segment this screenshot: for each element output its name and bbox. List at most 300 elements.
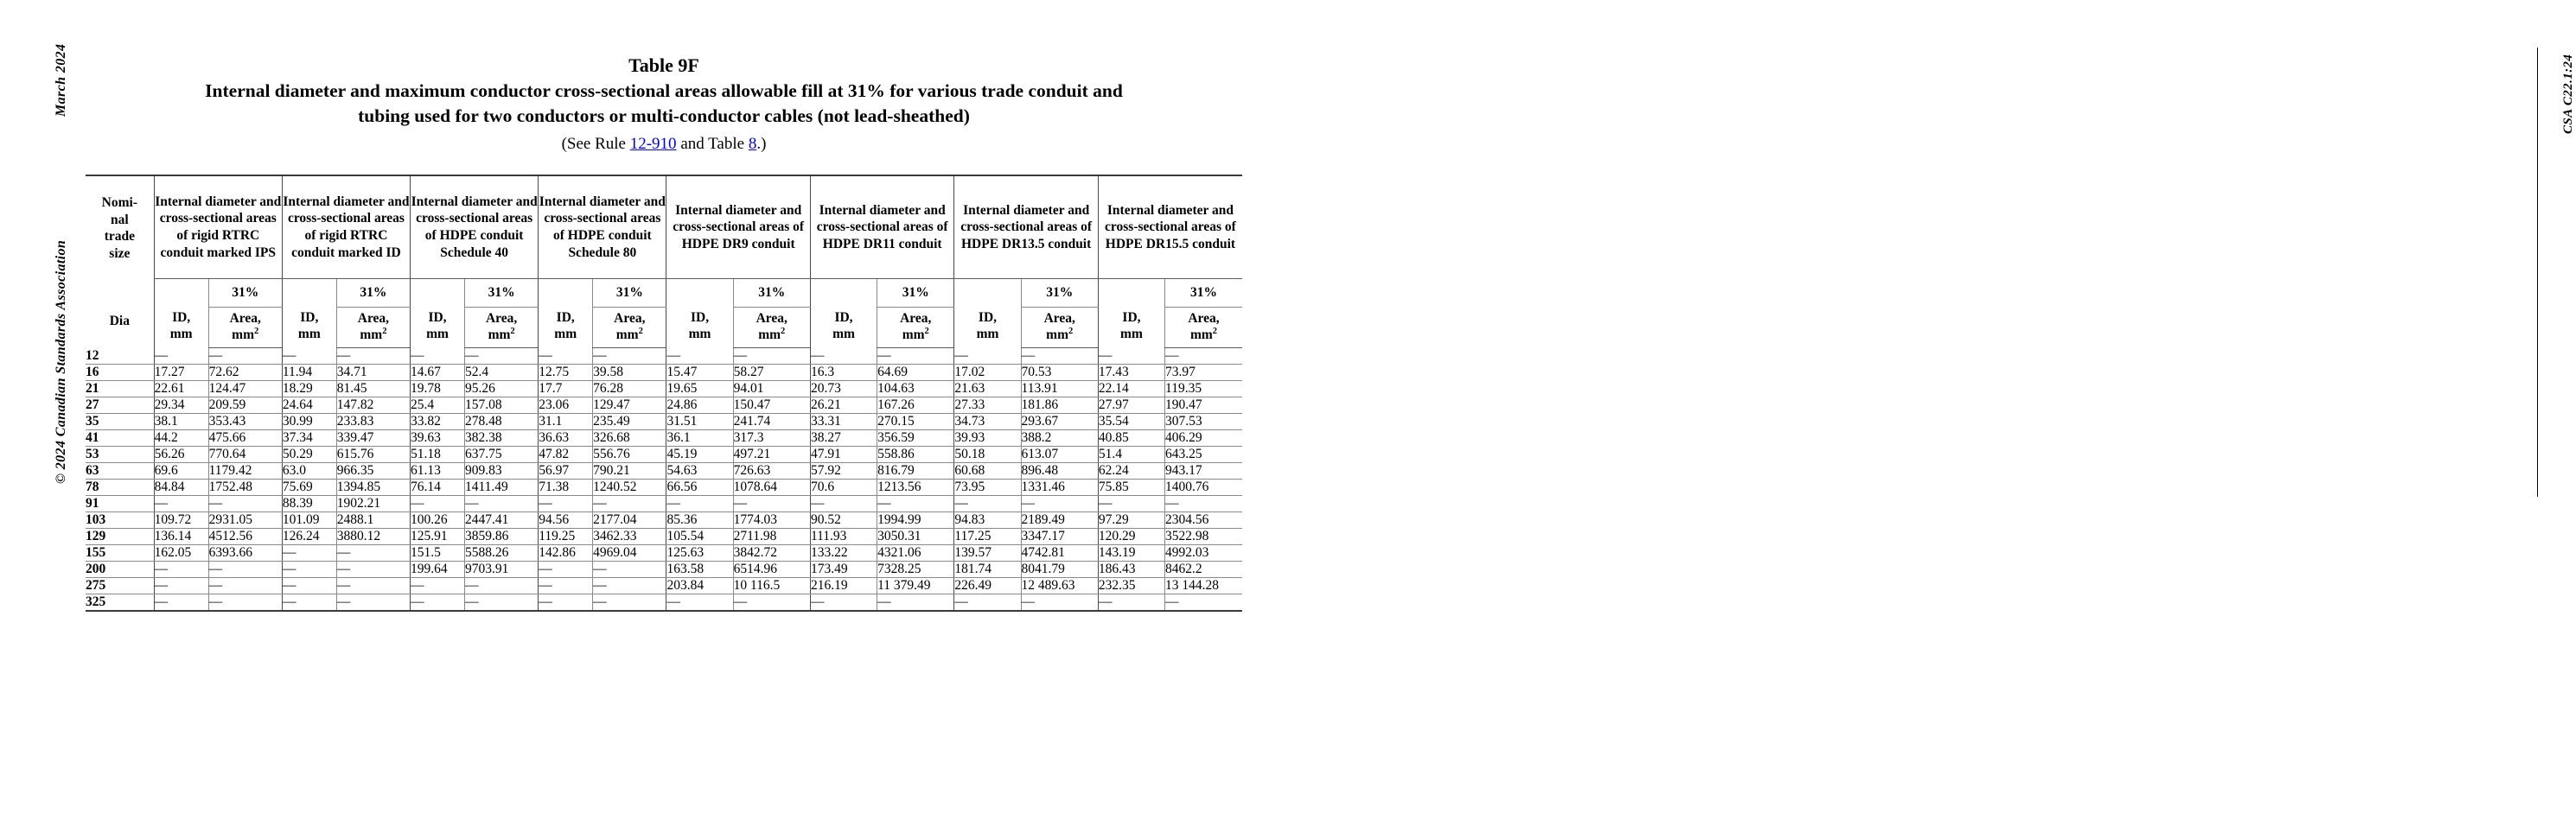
nominal-line-1: Nomi-: [101, 195, 137, 211]
row-trade-size: 53: [86, 447, 154, 463]
cell-area-31pct: 3880.12: [336, 529, 410, 545]
cell-inner-diameter: 133.22: [810, 545, 877, 562]
cell-inner-diameter: 26.21: [810, 397, 877, 414]
table-row: [86, 562, 1242, 578]
cell-inner-diameter: —: [154, 594, 208, 612]
cell-area-31pct: 4969.04: [593, 545, 666, 562]
cell-area-31pct: 235.49: [593, 414, 666, 430]
cell-area-31pct: 150.47: [733, 397, 810, 414]
area-label-line-1: Area,: [1043, 311, 1075, 327]
cell-inner-diameter: 88.39: [282, 496, 336, 512]
cell-area-31pct: 270.15: [877, 414, 954, 430]
cell-inner-diameter: 24.64: [282, 397, 336, 414]
right-margin: [1250, 0, 2575, 826]
cell-inner-diameter: 232.35: [1098, 578, 1164, 594]
area-label-line-2: mm: [902, 327, 925, 342]
cell-inner-diameter: 21.63: [954, 381, 1021, 397]
reference-suffix: .): [756, 134, 767, 153]
id-label-line-2: mm: [688, 326, 711, 341]
cell-area-31pct: —: [1021, 594, 1098, 612]
cell-inner-diameter: 151.5: [411, 545, 465, 562]
id-label-line-2: mm: [832, 326, 855, 341]
cell-area-31pct: 8462.2: [1165, 562, 1242, 578]
cell-inner-diameter: —: [810, 496, 877, 512]
cell-area-31pct: 1240.52: [593, 480, 666, 496]
table-row: [86, 365, 1242, 381]
cell-area-31pct: 2488.1: [336, 512, 410, 529]
cell-inner-diameter: 33.82: [411, 414, 465, 430]
publication-date-note: March 2024: [54, 43, 68, 117]
cell-inner-diameter: 142.86: [539, 545, 593, 562]
header-nominal-trade-size: [86, 175, 154, 348]
cell-inner-diameter: —: [666, 594, 733, 612]
cell-area-31pct: 556.76: [593, 447, 666, 463]
cell-area-31pct: —: [733, 496, 810, 512]
area-superscript: 2: [1068, 326, 1074, 336]
cell-inner-diameter: 84.84: [154, 480, 208, 496]
row-trade-size: 12: [86, 348, 154, 365]
cell-area-31pct: 2177.04: [593, 512, 666, 529]
cell-inner-diameter: 117.25: [954, 529, 1021, 545]
cell-inner-diameter: 36.1: [666, 430, 733, 447]
table-row: [86, 529, 1242, 545]
reference-prefix: (See Rule: [561, 134, 630, 153]
header-pct-rtrc-id: 31%: [336, 279, 410, 308]
cell-area-31pct: 6514.96: [733, 562, 810, 578]
cell-inner-diameter: 17.43: [1098, 365, 1164, 381]
cell-inner-diameter: —: [411, 594, 465, 612]
cell-inner-diameter: —: [954, 348, 1021, 365]
cell-inner-diameter: 19.65: [666, 381, 733, 397]
row-trade-size: 41: [86, 430, 154, 447]
cell-inner-diameter: 54.63: [666, 463, 733, 480]
cell-area-31pct: 124.47: [208, 381, 282, 397]
cell-inner-diameter: 186.43: [1098, 562, 1164, 578]
cell-area-31pct: 909.83: [464, 463, 538, 480]
left-margin: [0, 0, 86, 826]
id-label-line-2: mm: [169, 326, 193, 341]
cell-inner-diameter: 47.91: [810, 447, 877, 463]
area-label-line-1: Area,: [900, 311, 932, 327]
table-row: [86, 397, 1242, 414]
cell-area-31pct: 12 489.63: [1021, 578, 1098, 594]
cell-area-31pct: 1411.49: [464, 480, 538, 496]
cell-area-31pct: 4742.81: [1021, 545, 1098, 562]
cell-area-31pct: —: [464, 594, 538, 612]
table-row: [86, 414, 1242, 430]
cell-inner-diameter: —: [539, 562, 593, 578]
cell-area-31pct: 1994.99: [877, 512, 954, 529]
table-row: [86, 480, 1242, 496]
cell-inner-diameter: 51.18: [411, 447, 465, 463]
cell-area-31pct: 157.08: [464, 397, 538, 414]
cell-inner-diameter: 19.78: [411, 381, 465, 397]
cell-inner-diameter: 125.63: [666, 545, 733, 562]
cell-inner-diameter: —: [411, 348, 465, 365]
cell-area-31pct: —: [336, 562, 410, 578]
cell-inner-diameter: 85.36: [666, 512, 733, 529]
cell-inner-diameter: 37.34: [282, 430, 336, 447]
table-row: [86, 578, 1242, 594]
cell-inner-diameter: 97.29: [1098, 512, 1164, 529]
cell-area-31pct: —: [1021, 348, 1098, 365]
area-label-line-2: mm: [488, 327, 511, 342]
cell-inner-diameter: 25.4: [411, 397, 465, 414]
cell-area-31pct: 497.21: [733, 447, 810, 463]
row-trade-size: 27: [86, 397, 154, 414]
cell-area-31pct: 3347.17: [1021, 529, 1098, 545]
id-label-line-2: mm: [297, 326, 321, 341]
cell-area-31pct: —: [464, 348, 538, 365]
cell-area-31pct: 72.62: [208, 365, 282, 381]
table-row: [86, 594, 1242, 612]
header-pct-hdpe-dr13-5: 31%: [1021, 279, 1098, 308]
row-trade-size: 200: [86, 562, 154, 578]
cell-inner-diameter: 143.19: [1098, 545, 1164, 562]
cell-inner-diameter: 17.02: [954, 365, 1021, 381]
cell-inner-diameter: —: [282, 578, 336, 594]
nominal-line-4: size: [109, 246, 131, 261]
cell-area-31pct: —: [593, 562, 666, 578]
area-superscript: 2: [510, 326, 515, 336]
cell-inner-diameter: 38.27: [810, 430, 877, 447]
cell-inner-diameter: —: [954, 594, 1021, 612]
id-label-line-2: mm: [1120, 326, 1143, 341]
standard-reference-note: CSA C22.1:24: [2561, 54, 2575, 134]
cell-inner-diameter: 60.68: [954, 463, 1021, 480]
table-body: [86, 348, 1242, 612]
cell-inner-diameter: 17.27: [154, 365, 208, 381]
cell-inner-diameter: 76.14: [411, 480, 465, 496]
cell-area-31pct: 13 144.28: [1165, 578, 1242, 594]
header-id-hdpe-dr13-5: [954, 279, 1021, 348]
cell-area-31pct: 816.79: [877, 463, 954, 480]
row-trade-size: 63: [86, 463, 154, 480]
cell-area-31pct: 241.74: [733, 414, 810, 430]
table-row: [86, 463, 1242, 480]
header-id-hdpe-dr15-5: [1098, 279, 1164, 348]
area-label-line-1: Area,: [614, 311, 646, 327]
cell-area-31pct: 326.68: [593, 430, 666, 447]
header-area-rtrc-ips: [208, 308, 282, 348]
cell-inner-diameter: 139.57: [954, 545, 1021, 562]
cell-area-31pct: —: [1165, 594, 1242, 612]
cell-inner-diameter: —: [154, 496, 208, 512]
area-superscript: 2: [924, 326, 929, 336]
cell-area-31pct: 147.82: [336, 397, 410, 414]
header-pct-hdpe-dr11: 31%: [877, 279, 954, 308]
cell-area-31pct: —: [593, 496, 666, 512]
cell-area-31pct: 353.43: [208, 414, 282, 430]
cell-area-31pct: 388.2: [1021, 430, 1098, 447]
header-pct-hdpe-dr9: 31%: [733, 279, 810, 308]
cell-inner-diameter: —: [666, 348, 733, 365]
cell-inner-diameter: 73.95: [954, 480, 1021, 496]
cell-area-31pct: —: [208, 578, 282, 594]
cell-area-31pct: —: [593, 594, 666, 612]
cell-area-31pct: 2447.41: [464, 512, 538, 529]
table-row: [86, 512, 1242, 529]
cell-inner-diameter: —: [539, 578, 593, 594]
header-dia-label: Dia: [109, 313, 130, 328]
cell-area-31pct: 5588.26: [464, 545, 538, 562]
cell-area-31pct: 2711.98: [733, 529, 810, 545]
header-pct-hdpe-sch40: 31%: [464, 279, 538, 308]
cell-area-31pct: 613.07: [1021, 447, 1098, 463]
cell-area-31pct: 1902.21: [336, 496, 410, 512]
table-row: [86, 447, 1242, 463]
cell-inner-diameter: 31.51: [666, 414, 733, 430]
cell-area-31pct: 129.47: [593, 397, 666, 414]
header-area-hdpe-sch80: [593, 308, 666, 348]
id-label-line-1: ID,: [690, 310, 710, 326]
cell-area-31pct: 558.86: [877, 447, 954, 463]
cell-area-31pct: 52.4: [464, 365, 538, 381]
cell-inner-diameter: —: [539, 594, 593, 612]
area-superscript: 2: [781, 326, 786, 336]
cell-inner-diameter: 20.73: [810, 381, 877, 397]
cell-area-31pct: 119.35: [1165, 381, 1242, 397]
cell-inner-diameter: 22.61: [154, 381, 208, 397]
cell-inner-diameter: 105.54: [666, 529, 733, 545]
cell-inner-diameter: —: [1098, 496, 1164, 512]
row-trade-size: 78: [86, 480, 154, 496]
cell-inner-diameter: 70.6: [810, 480, 877, 496]
row-trade-size: 129: [86, 529, 154, 545]
cell-area-31pct: —: [733, 594, 810, 612]
cell-inner-diameter: 62.24: [1098, 463, 1164, 480]
cell-area-31pct: 637.75: [464, 447, 538, 463]
cell-area-31pct: 11 379.49: [877, 578, 954, 594]
cell-area-31pct: 726.63: [733, 463, 810, 480]
header-area-hdpe-dr9: [733, 308, 810, 348]
row-trade-size: 325: [86, 594, 154, 612]
header-percent-row: [86, 279, 1242, 308]
header-area-hdpe-dr11: [877, 308, 954, 348]
cell-inner-diameter: 100.26: [411, 512, 465, 529]
cell-inner-diameter: 14.67: [411, 365, 465, 381]
cell-inner-diameter: 40.85: [1098, 430, 1164, 447]
cell-inner-diameter: 226.49: [954, 578, 1021, 594]
cell-area-31pct: 3462.33: [593, 529, 666, 545]
cell-inner-diameter: —: [282, 594, 336, 612]
table-row: [86, 545, 1242, 562]
cell-area-31pct: 70.53: [1021, 365, 1098, 381]
table-title-block: [86, 54, 1241, 155]
cell-inner-diameter: 203.84: [666, 578, 733, 594]
header-pct-rtrc-ips: 31%: [208, 279, 282, 308]
cell-inner-diameter: 75.85: [1098, 480, 1164, 496]
cell-inner-diameter: —: [810, 348, 877, 365]
id-label-line-1: ID,: [556, 310, 575, 326]
cell-area-31pct: 1213.56: [877, 480, 954, 496]
cell-inner-diameter: 71.38: [539, 480, 593, 496]
cell-inner-diameter: 56.97: [539, 463, 593, 480]
cell-inner-diameter: 36.63: [539, 430, 593, 447]
area-label-line-2: mm: [360, 327, 383, 342]
cell-area-31pct: 39.58: [593, 365, 666, 381]
cell-area-31pct: 790.21: [593, 463, 666, 480]
cell-inner-diameter: 15.47: [666, 365, 733, 381]
area-label-line-1: Area,: [485, 311, 518, 327]
cell-inner-diameter: —: [1098, 594, 1164, 612]
id-label-line-2: mm: [554, 326, 577, 341]
cell-inner-diameter: —: [411, 578, 465, 594]
cell-area-31pct: 293.67: [1021, 414, 1098, 430]
cell-inner-diameter: 17.7: [539, 381, 593, 397]
cell-inner-diameter: —: [154, 562, 208, 578]
cell-area-31pct: —: [208, 562, 282, 578]
cell-inner-diameter: —: [411, 496, 465, 512]
cell-inner-diameter: 66.56: [666, 480, 733, 496]
cell-area-31pct: 113.91: [1021, 381, 1098, 397]
cell-area-31pct: 615.76: [336, 447, 410, 463]
cell-inner-diameter: 56.26: [154, 447, 208, 463]
cell-area-31pct: 94.01: [733, 381, 810, 397]
cell-inner-diameter: 33.31: [810, 414, 877, 430]
cell-area-31pct: 10 116.5: [733, 578, 810, 594]
header-group-hdpe-sch40: Internal diameter and cross-sectional areas of HDPE conduit Schedule 40: [411, 175, 539, 279]
cell-inner-diameter: —: [282, 348, 336, 365]
cell-area-31pct: 770.64: [208, 447, 282, 463]
cell-area-31pct: —: [877, 594, 954, 612]
cell-area-31pct: —: [208, 496, 282, 512]
area-label-line-2: mm: [232, 327, 254, 342]
cell-inner-diameter: 27.33: [954, 397, 1021, 414]
cell-inner-diameter: 173.49: [810, 562, 877, 578]
cell-inner-diameter: 11.94: [282, 365, 336, 381]
cell-area-31pct: 356.59: [877, 430, 954, 447]
cell-inner-diameter: 50.18: [954, 447, 1021, 463]
cell-area-31pct: —: [1165, 348, 1242, 365]
row-trade-size: 21: [86, 381, 154, 397]
area-superscript: 2: [254, 326, 259, 336]
cell-area-31pct: 1394.85: [336, 480, 410, 496]
cell-area-31pct: —: [593, 578, 666, 594]
cell-inner-diameter: —: [282, 562, 336, 578]
copyright-note: © 2024 Canadian Standards Association: [54, 239, 68, 484]
cell-area-31pct: 3859.86: [464, 529, 538, 545]
cell-area-31pct: 233.83: [336, 414, 410, 430]
cell-area-31pct: 9703.91: [464, 562, 538, 578]
header-id-rtrc-id: [282, 279, 336, 348]
cell-area-31pct: —: [1021, 496, 1098, 512]
cell-area-31pct: 1752.48: [208, 480, 282, 496]
header-pct-hdpe-sch80: 31%: [593, 279, 666, 308]
cell-inner-diameter: 216.19: [810, 578, 877, 594]
cell-area-31pct: 1078.64: [733, 480, 810, 496]
cell-area-31pct: 2304.56: [1165, 512, 1242, 529]
table-row: [86, 348, 1242, 365]
cell-inner-diameter: 199.64: [411, 562, 465, 578]
cell-area-31pct: —: [336, 578, 410, 594]
cell-area-31pct: 1400.76: [1165, 480, 1242, 496]
id-label-line-1: ID,: [1122, 310, 1141, 326]
nominal-line-3: trade: [104, 229, 135, 245]
row-trade-size: 16: [86, 365, 154, 381]
cell-area-31pct: 3842.72: [733, 545, 810, 562]
cell-area-31pct: 1331.46: [1021, 480, 1098, 496]
cell-inner-diameter: —: [810, 594, 877, 612]
cell-area-31pct: —: [464, 578, 538, 594]
cell-inner-diameter: 163.58: [666, 562, 733, 578]
row-trade-size: 35: [86, 414, 154, 430]
area-label-line-1: Area,: [229, 311, 261, 327]
cell-area-31pct: 7328.25: [877, 562, 954, 578]
area-label-line-1: Area,: [756, 311, 787, 327]
cell-area-31pct: —: [208, 594, 282, 612]
area-label-line-1: Area,: [357, 311, 390, 327]
cell-area-31pct: 73.97: [1165, 365, 1242, 381]
cell-area-31pct: 6393.66: [208, 545, 282, 562]
cell-inner-diameter: 120.29: [1098, 529, 1164, 545]
cell-area-31pct: 475.66: [208, 430, 282, 447]
cell-inner-diameter: —: [1098, 348, 1164, 365]
cell-inner-diameter: 94.83: [954, 512, 1021, 529]
area-label-line-2: mm: [1189, 327, 1213, 342]
nominal-line-2: nal: [110, 212, 129, 227]
header-group-hdpe-dr13-5: Internal diameter and cross-sectional areas of HDPE DR13.5 conduit: [954, 175, 1098, 279]
cell-area-31pct: 104.63: [877, 381, 954, 397]
cell-area-31pct: 58.27: [733, 365, 810, 381]
table-reference-line: [86, 134, 1241, 156]
cell-area-31pct: —: [733, 348, 810, 365]
rule-link[interactable]: 12-910: [629, 134, 677, 153]
header-id-hdpe-sch40: [411, 279, 465, 348]
header-pct-hdpe-dr15-5: 31%: [1165, 279, 1242, 308]
header-group-hdpe-dr9: Internal diameter and cross-sectional areas of HDPE DR9 conduit: [666, 175, 810, 279]
cell-area-31pct: —: [593, 348, 666, 365]
reference-middle: and Table: [676, 134, 749, 153]
cell-inner-diameter: 50.29: [282, 447, 336, 463]
table-row: [86, 496, 1242, 512]
cell-inner-diameter: 63.0: [282, 463, 336, 480]
cell-area-31pct: 3050.31: [877, 529, 954, 545]
header-group-rtrc-ips: Internal diameter and cross-sectional areas of rigid RTRC conduit marked IPS: [154, 175, 282, 279]
cell-area-31pct: 95.26: [464, 381, 538, 397]
cell-area-31pct: 1179.42: [208, 463, 282, 480]
row-trade-size: 91: [86, 496, 154, 512]
table-link[interactable]: 8: [748, 134, 757, 153]
cell-area-31pct: 181.86: [1021, 397, 1098, 414]
cell-area-31pct: 4321.06: [877, 545, 954, 562]
cell-area-31pct: 81.45: [336, 381, 410, 397]
cell-inner-diameter: 16.3: [810, 365, 877, 381]
cell-inner-diameter: —: [539, 496, 593, 512]
cell-inner-diameter: 23.06: [539, 397, 593, 414]
id-label-line-1: ID,: [172, 310, 191, 326]
cell-inner-diameter: 162.05: [154, 545, 208, 562]
conduit-fill-table: [86, 175, 1242, 612]
header-area-hdpe-sch40: [464, 308, 538, 348]
cell-area-31pct: 190.47: [1165, 397, 1242, 414]
cell-area-31pct: 966.35: [336, 463, 410, 480]
cell-area-31pct: 2931.05: [208, 512, 282, 529]
header-group-hdpe-sch80: Internal diameter and cross-sectional areas of HDPE conduit Schedule 80: [539, 175, 666, 279]
cell-inner-diameter: 44.2: [154, 430, 208, 447]
cell-inner-diameter: 61.13: [411, 463, 465, 480]
table-row: [86, 430, 1242, 447]
cell-area-31pct: 307.53: [1165, 414, 1242, 430]
cell-inner-diameter: 119.25: [539, 529, 593, 545]
cell-inner-diameter: 12.75: [539, 365, 593, 381]
id-label-line-2: mm: [426, 326, 449, 341]
table-number: Table 9F: [628, 54, 699, 76]
cell-inner-diameter: 24.86: [666, 397, 733, 414]
cell-inner-diameter: 22.14: [1098, 381, 1164, 397]
cell-area-31pct: 64.69: [877, 365, 954, 381]
cell-area-31pct: —: [1165, 496, 1242, 512]
